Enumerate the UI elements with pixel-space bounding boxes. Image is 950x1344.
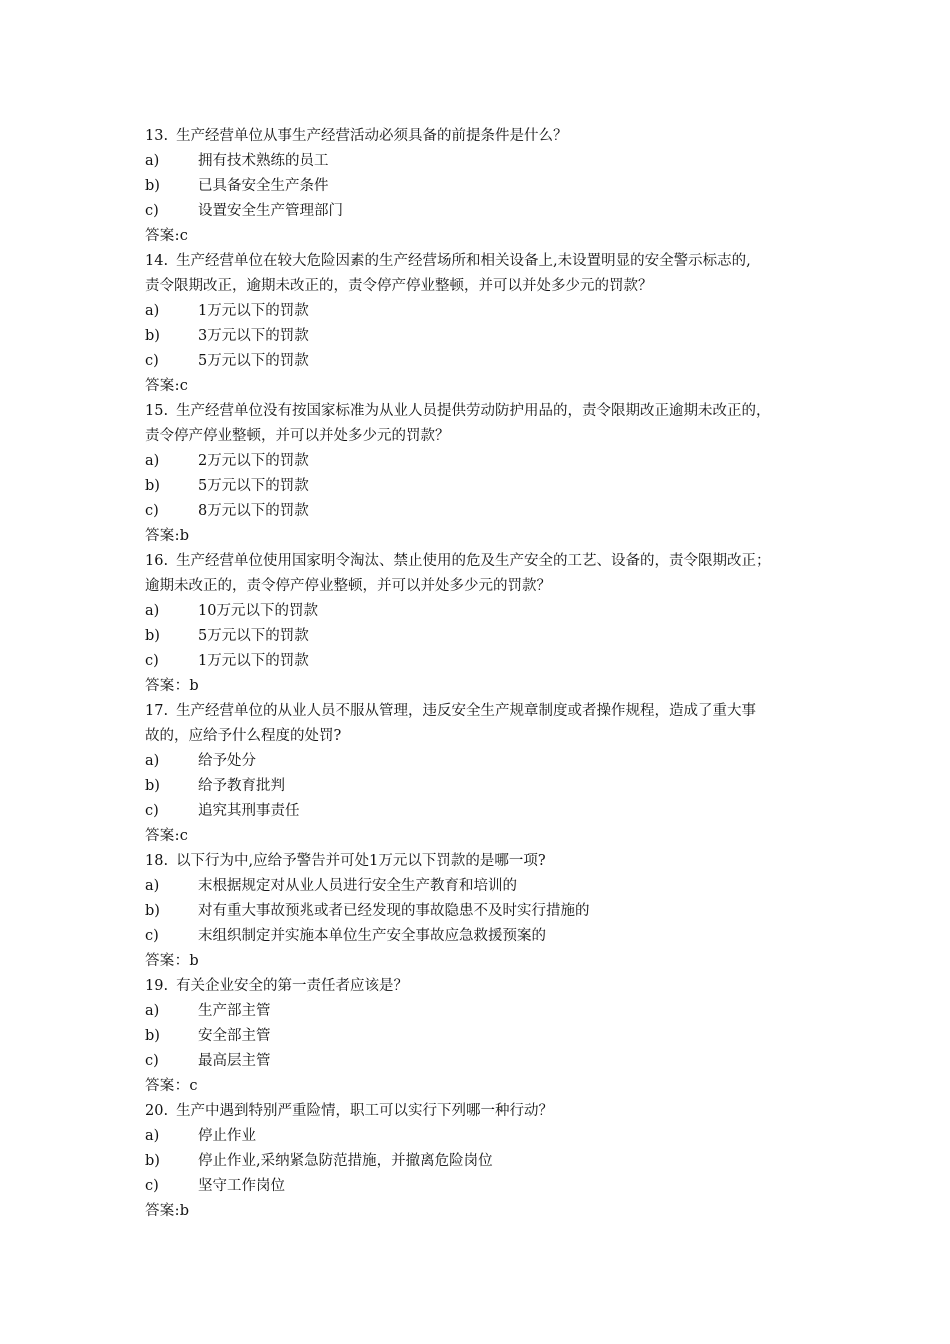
document-page — [145, 124, 860, 1224]
option-item — [145, 474, 860, 499]
option-letter: b) — [145, 1153, 160, 1169]
option-item — [145, 449, 860, 474]
option-text: 安全部主管 — [198, 1028, 271, 1044]
option-item — [145, 624, 860, 649]
option-letter: c) — [145, 653, 159, 669]
answer-text: 答案:c — [145, 828, 189, 844]
option-item — [145, 899, 860, 924]
option-text: 1万元以下的罚款 — [198, 653, 309, 669]
option-text: 末根据规定对从业人员进行安全生产教育和培训的 — [198, 878, 517, 894]
option-item — [145, 349, 860, 374]
question-line: 生产经营单位从事生产经营活动必须具备的前提条件是什么？ — [176, 128, 568, 144]
option-text: 5万元以下的罚款 — [198, 478, 309, 494]
question-line: 生产中遇到特别严重险情，职工可以实行下列哪一种行动？ — [176, 1103, 554, 1119]
option-text: 8万元以下的罚款 — [198, 503, 309, 519]
question-block — [145, 399, 860, 549]
option-letter: c) — [145, 353, 159, 369]
option-item — [145, 199, 860, 224]
option-letter: a) — [145, 1128, 160, 1144]
option-text: 3万元以下的罚款 — [198, 328, 309, 344]
option-text: 5万元以下的罚款 — [198, 353, 309, 369]
answer-text: 答案：c — [145, 1078, 198, 1094]
option-letter: a) — [145, 153, 160, 169]
option-item — [145, 649, 860, 674]
question-text — [145, 424, 860, 449]
option-letter: c) — [145, 1053, 159, 1069]
option-letter: a) — [145, 878, 160, 894]
option-letter: b) — [145, 628, 160, 644]
question-line: 生产经营单位的从业人员不服从管理，违反安全生产规章制度或者操作规程，造成了重大事 — [176, 703, 757, 719]
option-item — [145, 499, 860, 524]
question-line: 故的，应给予什么程度的处罚? — [145, 728, 342, 744]
question-text — [145, 274, 860, 299]
answer-text: 答案:b — [145, 528, 190, 544]
option-text: 停止作业,采纳紧急防范措施，并撤离危险岗位 — [198, 1153, 493, 1169]
option-text: 设置安全生产管理部门 — [198, 203, 343, 219]
question-line: 逾期未改正的，责令停产停业整顿，并可以并处多少元的罚款？ — [145, 578, 551, 594]
option-text: 给予教育批判 — [198, 778, 285, 794]
option-text: 拥有技术熟练的员工 — [198, 153, 329, 169]
question-block — [145, 1099, 860, 1224]
option-letter: b) — [145, 478, 160, 494]
option-item — [145, 749, 860, 774]
option-text: 生产部主管 — [198, 1003, 271, 1019]
option-item — [145, 149, 860, 174]
option-text: 2万元以下的罚款 — [198, 453, 309, 469]
question-line: 责令限期改正，逾期未改正的，责令停产停业整顿，并可以并处多少元的罚款？ — [145, 278, 653, 294]
question-block — [145, 549, 860, 699]
option-letter: a) — [145, 753, 160, 769]
question-line: 以下行为中,应给予警告并可处1万元以下罚款的是哪一项? — [176, 853, 546, 869]
question-text — [145, 849, 860, 874]
option-item — [145, 924, 860, 949]
answer-text: 答案:b — [145, 1203, 190, 1219]
option-text: 已具备安全生产条件 — [198, 178, 329, 194]
question-number: 14. — [145, 253, 169, 269]
option-item — [145, 299, 860, 324]
option-letter: a) — [145, 603, 160, 619]
question-number: 15. — [145, 403, 169, 419]
option-letter: a) — [145, 303, 160, 319]
question-number: 17. — [145, 703, 169, 719]
option-letter: a) — [145, 453, 160, 469]
question-text — [145, 249, 860, 274]
option-text: 1万元以下的罚款 — [198, 303, 309, 319]
option-text: 对有重大事故预兆或者已经发现的事故隐患不及时实行措施的 — [198, 903, 590, 919]
option-text: 坚守工作岗位 — [198, 1178, 285, 1194]
question-number: 20. — [145, 1103, 169, 1119]
option-text: 5万元以下的罚款 — [198, 628, 309, 644]
question-line: 生产经营单位没有按国家标准为从业人员提供劳动防护用品的，责令限期改正逾期未改正的， — [176, 403, 771, 419]
option-letter: a) — [145, 1003, 160, 1019]
option-item — [145, 1024, 860, 1049]
option-item — [145, 874, 860, 899]
option-item — [145, 324, 860, 349]
option-text: 最高层主管 — [198, 1053, 271, 1069]
option-letter: b) — [145, 778, 160, 794]
option-item — [145, 1049, 860, 1074]
question-line: 有关企业安全的第一责任者应该是？ — [176, 978, 409, 994]
question-text — [145, 549, 860, 574]
question-line: 生产经营单位使用国家明令淘汰、禁止使用的危及生产安全的工艺、设备的，责令限期改正； — [176, 553, 771, 569]
option-letter: b) — [145, 903, 160, 919]
question-text — [145, 574, 860, 599]
option-letter: b) — [145, 178, 160, 194]
option-letter: b) — [145, 1028, 160, 1044]
question-number: 13. — [145, 128, 169, 144]
option-letter: c) — [145, 503, 159, 519]
question-text — [145, 724, 860, 749]
question-block — [145, 974, 860, 1099]
option-item — [145, 999, 860, 1024]
option-text: 停止作业 — [198, 1128, 256, 1144]
option-item — [145, 1174, 860, 1199]
option-letter: b) — [145, 328, 160, 344]
answer-text: 答案:c — [145, 378, 189, 394]
option-item — [145, 174, 860, 199]
question-text — [145, 124, 860, 149]
question-block — [145, 849, 860, 974]
option-item — [145, 599, 860, 624]
option-text: 给予处分 — [198, 753, 256, 769]
question-text — [145, 1099, 860, 1124]
option-item — [145, 1149, 860, 1174]
option-letter: c) — [145, 928, 159, 944]
question-number: 16. — [145, 553, 169, 569]
option-text: 追究其刑事责任 — [198, 803, 300, 819]
option-letter: c) — [145, 203, 159, 219]
option-text: 10万元以下的罚款 — [198, 603, 318, 619]
answer-text: 答案：b — [145, 678, 199, 694]
question-block — [145, 249, 860, 399]
question-number: 18. — [145, 853, 169, 869]
question-number: 19. — [145, 978, 169, 994]
option-text: 末组织制定并实施本单位生产安全事故应急救援预案的 — [198, 928, 546, 944]
option-item — [145, 799, 860, 824]
question-line: 责令停产停业整顿，并可以并处多少元的罚款？ — [145, 428, 450, 444]
question-block — [145, 699, 860, 849]
option-item — [145, 774, 860, 799]
question-block — [145, 124, 860, 249]
answer-text: 答案：b — [145, 953, 199, 969]
question-line: 生产经营单位在较大危险因素的生产经营场所和相关设备上,未设置明显的安全警示标志的, — [176, 253, 751, 269]
option-letter: c) — [145, 1178, 159, 1194]
question-text — [145, 974, 860, 999]
answer-text: 答案:c — [145, 228, 189, 244]
question-text — [145, 699, 860, 724]
option-item — [145, 1124, 860, 1149]
question-text — [145, 399, 860, 424]
option-letter: c) — [145, 803, 159, 819]
